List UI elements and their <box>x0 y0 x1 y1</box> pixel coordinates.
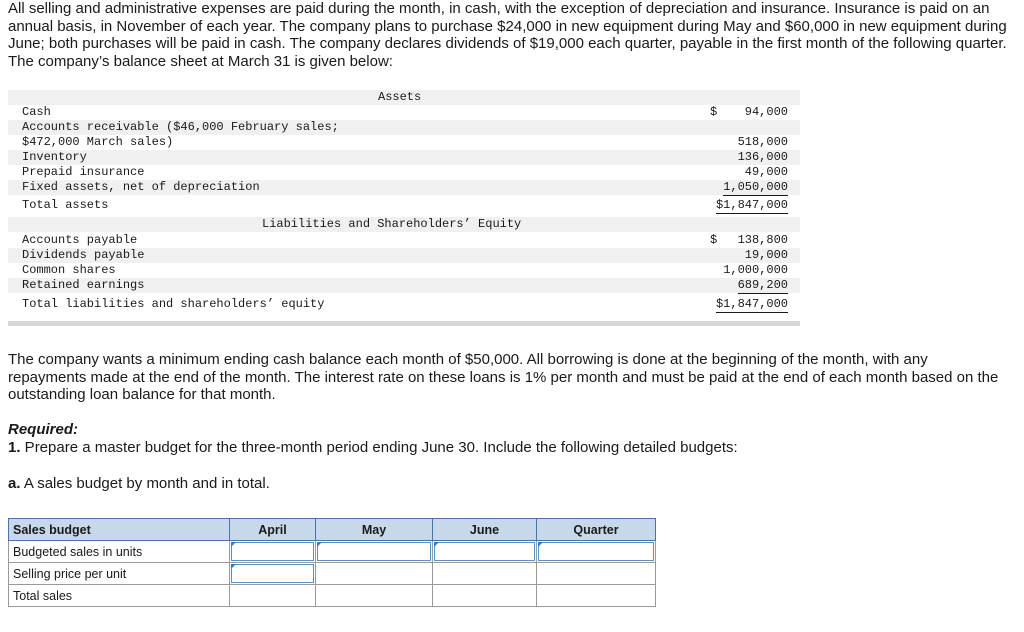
bs-row-ar2 <box>8 135 800 150</box>
col-header-label: Sales budget <box>9 519 230 541</box>
cell-price-june <box>433 563 537 585</box>
bs-row-ap <box>8 233 800 248</box>
assets-header: Assets <box>378 90 422 104</box>
bs-label: Retained earnings <box>22 278 145 292</box>
cell-total-quarter <box>537 585 656 607</box>
bs-label: Common shares <box>22 263 116 277</box>
req1-text: Prepare a master budget for the three-month period ending June 30. Include the following detailed budgets: <box>20 439 738 456</box>
balance-sheet <box>8 90 800 328</box>
bs-label: Total assets <box>22 198 109 212</box>
bs-value: 689,200 <box>737 278 788 292</box>
reqa-letter: a. <box>8 475 21 492</box>
cell-price-may <box>316 563 433 585</box>
reqa-text: A sales budget by month and in total. <box>20 475 270 492</box>
requirement-a <box>8 475 270 492</box>
row-label-price: Selling price per unit <box>9 563 230 585</box>
sales-budget-header-row <box>9 519 656 541</box>
bs-bottom-bar <box>8 321 800 326</box>
table-row <box>9 563 656 585</box>
bs-row-dividends <box>8 248 800 263</box>
bs-currency: $ <box>710 233 718 247</box>
col-header-april: April <box>230 519 316 541</box>
bs-row-inventory <box>8 150 800 165</box>
bs-label: Prepaid insurance <box>22 165 145 179</box>
bs-value: $1,847,000 <box>715 198 788 212</box>
bs-row-fixed <box>8 180 800 195</box>
requirement-1 <box>8 439 738 456</box>
bs-label: Cash <box>22 105 51 119</box>
required-label: Required: <box>8 421 79 438</box>
bs-value: 49,000 <box>744 165 788 179</box>
bs-label: Accounts payable <box>22 233 138 247</box>
col-header-may: May <box>316 519 433 541</box>
bs-currency: $ <box>710 105 718 119</box>
cash-paragraph: The company wants a minimum ending cash balance each month of $50,000. All borrowing is done at the beginning of the month, with any repayments made at the end of the month. The interest rate on these loans is 1% per month and must be paid at the end of each month based on the outstanding loan balance for that month. <box>8 351 999 403</box>
row-label-units: Budgeted sales in units <box>9 541 230 563</box>
bs-value: 518,000 <box>737 135 788 149</box>
col-header-quarter: Quarter <box>537 519 656 541</box>
input-units-may[interactable] <box>316 541 433 563</box>
table-row <box>9 585 656 607</box>
col-header-june: June <box>433 519 537 541</box>
req1-number: 1. <box>8 439 21 456</box>
cell-total-april <box>230 585 316 607</box>
sales-budget-table <box>8 518 656 607</box>
liab-header-row <box>8 217 800 232</box>
bs-value: 1,000,000 <box>723 263 788 277</box>
row-label-total: Total sales <box>9 585 230 607</box>
bs-label: $472,000 March sales) <box>22 135 174 149</box>
bs-row-cash <box>8 105 800 120</box>
cell-total-june <box>433 585 537 607</box>
bs-row-ar1 <box>8 120 800 135</box>
bs-value: 138,800 <box>737 233 788 247</box>
bs-row-common <box>8 263 800 278</box>
bs-label: Dividends payable <box>22 248 145 262</box>
table-row <box>9 541 656 563</box>
assets-header-row <box>8 90 800 105</box>
bs-label: Fixed assets, net of depreciation <box>22 180 260 194</box>
cell-price-quarter <box>537 563 656 585</box>
input-price-april[interactable] <box>230 563 316 585</box>
bs-value: 94,000 <box>744 105 788 119</box>
bs-row-prepaid <box>8 165 800 180</box>
input-units-june[interactable] <box>433 541 537 563</box>
bs-value: $1,847,000 <box>715 297 788 311</box>
input-units-quarter[interactable] <box>537 541 656 563</box>
input-units-april[interactable] <box>230 541 316 563</box>
intro-paragraph: All selling and administrative expenses are paid during the month, in cash, with the exception of depreciation and insurance. Insurance is paid on an annual basis, in November of each year. The company plans to purchase $24,000 in new equipment during May and $60,000 in new equipment during June; both purchases will be paid in cash. The company declares dividends of $19,000 each quarter, payable in the first month of the following quarter. The company’s balance sheet at March 31 is given below: <box>8 0 1007 70</box>
bs-value: 1,050,000 <box>723 180 788 194</box>
bs-row-total-liab <box>8 297 800 312</box>
bs-row-retained <box>8 278 800 293</box>
bs-value: 19,000 <box>744 248 788 262</box>
bs-label: Accounts receivable ($46,000 February sales; <box>22 120 339 134</box>
bs-row-total-assets <box>8 198 800 213</box>
bs-value: 136,000 <box>737 150 788 164</box>
liab-header: Liabilities and Shareholders’ Equity <box>262 217 522 231</box>
bs-label: Inventory <box>22 150 87 164</box>
bs-label: Total liabilities and shareholders’ equity <box>22 297 325 311</box>
cell-total-may <box>316 585 433 607</box>
